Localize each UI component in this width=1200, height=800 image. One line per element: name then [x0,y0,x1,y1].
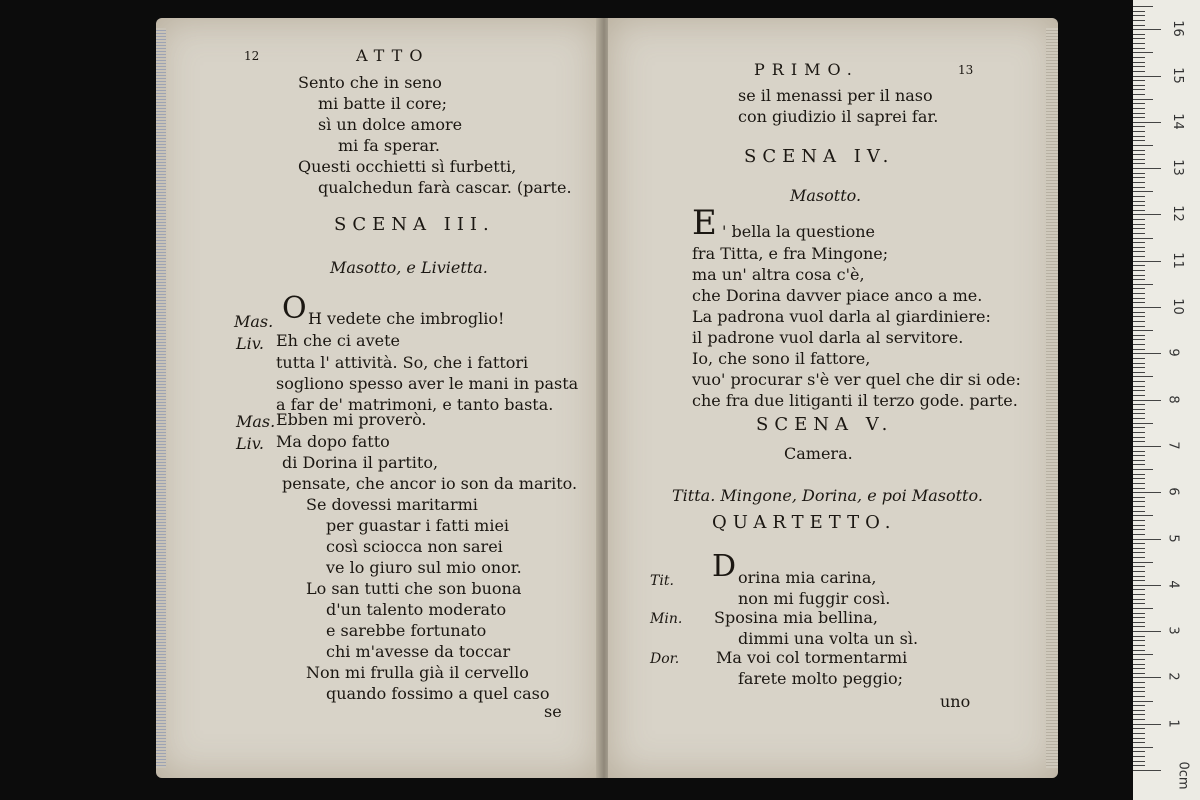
ruler-tick [1133,57,1145,58]
ruler-tick [1133,247,1145,248]
ruler-tick [1133,654,1153,655]
ruler-tick [1133,372,1145,373]
ruler-tick [1133,474,1145,475]
ruler-tick [1133,126,1145,127]
ruler-tick [1133,599,1145,600]
aria-line: Se dovessi maritarmi [306,495,478,514]
ruler-label: 10 [1169,298,1185,315]
ruler-tick [1133,571,1145,572]
dialogue-line: Ma voi col tormentarmi [716,648,908,667]
ruler-tick [1133,20,1145,21]
scene-title: SCENA III. [334,214,495,235]
ruler-tick [1133,455,1145,456]
ruler-tick [1133,38,1145,39]
ruler-tick [1133,446,1161,447]
ruler-tick [1133,460,1145,461]
dialogue-line: Eh che ci avete [276,331,400,350]
ruler-tick [1133,386,1145,387]
scene-characters: Titta. Mingone, Dorina, e poi Masotto. [672,486,983,505]
dialogue-line: orina mia carina, [738,568,877,587]
ruler-label: 3 [1165,626,1181,635]
ruler-tick [1133,163,1145,164]
ruler-tick [1133,506,1145,507]
ruler-tick [1133,219,1145,220]
ruler-tick [1133,122,1161,123]
ruler-tick [1133,71,1145,72]
speaker-label: Min. [650,611,683,627]
ruler-tick [1133,483,1145,484]
ruler-tick [1133,478,1145,479]
ruler-tick [1133,363,1145,364]
ruler-tick [1133,539,1161,540]
ruler-tick [1133,201,1145,202]
ruler-label: 9 [1165,348,1181,357]
right-page-edge [1046,28,1058,768]
ruler-tick [1133,214,1161,215]
dialogue-line: ' bella la questione [722,222,875,241]
quartetto-title: QUARTETTO. [712,512,897,533]
ruler-tick [1133,367,1145,368]
ruler-tick [1133,770,1161,771]
ruler-tick [1133,154,1145,155]
dialogue-line: di Dorina il partito, [282,453,439,472]
ruler-tick [1133,307,1161,308]
speaker-label: Liv. [236,434,264,453]
ruler-label: 14 [1169,113,1185,130]
ruler-tick [1133,451,1145,452]
scene-characters: Masotto, e Livietta. [330,258,488,277]
ruler-tick [1133,529,1145,530]
ruler-tick [1133,520,1145,521]
ruler-tick [1133,270,1145,271]
ruler-tick [1133,626,1145,627]
ruler-label: 12 [1169,205,1185,223]
ruler-tick [1133,335,1145,336]
ruler-tick [1133,150,1145,151]
dialogue-line: sogliono spesso aver le mani in pasta [276,374,579,393]
ruler-tick [1133,94,1145,95]
ruler-tick [1133,15,1145,16]
ruler-tick [1133,562,1153,563]
speaker-label: Tit. [650,573,674,589]
ruler-tick [1133,108,1145,109]
ruler-tick [1133,321,1145,322]
ruler-tick [1133,413,1145,414]
dialogue-line: ma un' altra cosa c'è, [692,265,865,284]
scene-title: SCENA V. [756,414,894,435]
ruler-unit-label: 0cm [1175,761,1191,790]
dialogue-line: Ebben mi proverò. [276,410,427,429]
running-head-right: PRIMO. [754,60,859,79]
ruler-tick [1133,103,1145,104]
ruler-tick [1133,205,1145,206]
ruler-tick [1133,85,1145,86]
ruler-tick [1133,515,1153,516]
ruler-label: 16 [1169,20,1185,37]
ruler-tick [1133,668,1145,669]
speaker-label: Mas. [236,412,276,431]
dialogue-line: tutta l' attività. So, che i fattori [276,353,529,372]
ruler-tick [1133,43,1145,44]
running-head-left: ATTO [356,46,430,65]
ruler-label: 2 [1165,672,1181,682]
ruler-tick [1133,191,1153,192]
dialogue-line: che fra due litiganti il terzo gode. parte. [692,391,1018,410]
ruler-tick [1133,659,1145,660]
ruler-tick [1133,284,1153,285]
aria-line: e sarebbe fortunato [326,621,487,640]
ruler-tick [1133,691,1145,692]
ruler-tick [1133,80,1145,81]
ruler-tick [1133,751,1145,752]
ruler-tick [1133,210,1145,211]
ruler-tick [1133,557,1145,558]
ruler-tick [1133,140,1145,141]
ruler-tick [1133,589,1145,590]
ruler-tick [1133,501,1145,502]
aria-line: d'un talento moderato [326,600,507,619]
aria-line: Lo san tutti che son buona [306,579,522,598]
dialogue-line: a far de' matrimoni, e tanto basta. [276,395,554,414]
dialogue-line: Sposina mia bellina, [714,608,878,627]
ruler-tick [1133,173,1145,174]
ruler-tick [1133,349,1145,350]
ruler-tick [1133,256,1145,257]
ruler-tick [1133,312,1145,313]
ruler-tick [1133,728,1145,729]
ruler-tick [1133,576,1145,577]
drop-capital: E [692,203,717,243]
ruler-tick [1133,622,1145,623]
ruler-tick [1133,631,1161,632]
ruler-tick [1133,89,1145,90]
ruler-tick [1133,404,1145,405]
ruler-tick [1133,251,1145,252]
catchword: se [544,702,562,721]
speaker-label: Liv. [236,334,264,353]
open-book [148,18,1070,778]
dialogue-line: La padrona vuol darla al giardiniere: [692,307,991,326]
ruler-tick [1133,358,1145,359]
ruler-tick [1133,437,1145,438]
ruler-label: 5 [1165,533,1181,543]
ruler-tick [1133,701,1153,702]
dialogue-line: pensate, che ancor io son da marito. [282,474,578,493]
dialogue-line: Ma dopo fatto [276,432,390,451]
ruler-tick [1133,534,1145,535]
page-number-left: 12 [244,49,260,63]
ruler-tick [1133,409,1145,410]
ruler-label: 7 [1165,441,1181,450]
ruler-tick [1133,228,1145,229]
aria-line: quando fossimo a quel caso [326,684,550,703]
ruler-tick [1133,617,1145,618]
ruler-tick [1133,664,1145,665]
dialogue-line: dimmi una volta un sì. [738,629,919,648]
text-line: se il menassi per il naso [738,86,933,105]
ruler-tick [1133,288,1145,289]
scene-place: Camera. [784,444,853,463]
ruler-tick [1133,492,1161,493]
ruler-tick [1133,159,1145,160]
scene-title: SCENA IV. [744,146,895,167]
ruler-tick [1133,339,1145,340]
dialogue-line: vuo' procurar s'è ver quel che dir si ode: [692,370,1021,389]
ruler-tick [1133,326,1145,327]
ruler-tick [1133,594,1145,595]
aria-line: qualchedun farà cascar. (parte. [318,178,572,197]
ruler-tick [1133,302,1145,303]
dialogue-line: non mi fuggir così. [738,589,891,608]
ruler-tick [1133,182,1145,183]
ruler-tick [1133,99,1153,100]
ruler-tick [1133,650,1145,651]
ruler-tick [1133,756,1145,757]
ruler-tick [1133,469,1153,470]
ruler-label: 8 [1165,394,1181,404]
ruler-tick [1133,187,1145,188]
ruler-tick [1133,497,1145,498]
text-line: con giudizio il saprei far. [738,107,939,126]
ruler-tick [1133,580,1145,581]
left-page [156,18,600,778]
ruler-tick [1133,52,1153,53]
ruler-tick [1133,765,1145,766]
ruler-tick [1133,381,1145,382]
ruler-tick [1133,714,1145,715]
ruler-tick [1133,585,1161,586]
ruler-tick [1133,330,1153,331]
aria-line: così sciocca non sarei [326,537,503,556]
ruler-tick [1133,6,1153,7]
ruler-tick [1133,298,1145,299]
ruler-tick [1133,400,1161,401]
ruler-tick [1133,113,1145,114]
right-page [608,18,1058,778]
ruler-tick [1133,76,1161,77]
aria-line: mi batte il core; [318,94,447,113]
ruler-tick [1133,488,1145,489]
ruler-tick [1133,511,1145,512]
dialogue-line: il padrone vuol darla al servitore. [692,328,964,347]
ruler-tick [1133,636,1145,637]
ruler-tick [1133,673,1145,674]
ruler-tick [1133,136,1145,137]
ruler-tick [1133,395,1145,396]
ruler-tick [1133,566,1145,567]
dialogue-line: farete molto peggio; [738,669,903,688]
speaker-label: Mas. [234,312,274,331]
ruler-tick [1133,242,1145,243]
catchword: uno [940,692,971,711]
ruler-tick [1133,418,1145,419]
speaker-label: Dor. [650,651,680,667]
drop-capital: D [712,549,737,584]
ruler-tick [1133,390,1145,391]
ruler-tick [1133,177,1145,178]
ruler-label: 13 [1169,159,1185,176]
ruler-tick [1133,25,1145,26]
aria-line: per guastar i fatti miei [326,516,510,535]
ruler-tick [1133,131,1145,132]
ruler-tick [1133,344,1145,345]
ruler-tick [1133,261,1161,262]
ruler-tick [1133,265,1145,266]
aria-line: Questi occhietti sì furbetti, [298,157,517,176]
ruler-tick [1133,279,1145,280]
ruler-tick [1133,34,1145,35]
ruler-tick [1133,376,1153,377]
left-page-edge [156,28,166,768]
drop-capital: O [282,291,307,326]
ruler-label: 6 [1165,487,1181,496]
ruler-tick [1133,640,1145,641]
ruler-tick [1133,613,1145,614]
ruler-tick [1133,464,1145,465]
ruler-tick [1133,196,1145,197]
ruler-tick [1133,353,1161,354]
ruler-tick [1133,608,1153,609]
ruler-tick [1133,705,1145,706]
ruler-tick [1133,724,1161,725]
ruler-tick [1133,11,1145,12]
ruler-label: 1 [1165,719,1181,728]
ruler-tick [1133,525,1145,526]
ruler-tick [1133,719,1145,720]
aria-line: sì un dolce amore [318,115,463,134]
ruler-tick [1133,543,1145,544]
aria-line: mi fa sperar. [338,136,441,155]
measuring-ruler [1133,0,1200,800]
ruler-tick [1133,66,1145,67]
ruler-tick [1133,168,1161,169]
ruler-tick [1133,432,1145,433]
ruler-label: 15 [1169,66,1185,84]
ruler-tick [1133,687,1145,688]
ruler-tick [1133,603,1145,604]
ruler-label: 11 [1169,251,1185,269]
aria-line: ve lo giuro sul mio onor. [326,558,522,577]
ruler-tick [1133,548,1145,549]
ruler-tick [1133,761,1145,762]
ruler-tick [1133,316,1145,317]
scene-characters: Masotto. [790,186,862,205]
aria-line: chi m'avesse da toccar [326,642,511,661]
ruler-tick [1133,696,1145,697]
ruler-tick [1133,224,1145,225]
ruler-tick [1133,441,1145,442]
ruler-tick [1133,747,1153,748]
ruler-tick [1133,62,1145,63]
ruler-tick [1133,552,1145,553]
ruler-tick [1133,677,1161,678]
dialogue-line: Io, che sono il fattore, [692,349,871,368]
ruler-tick [1133,48,1145,49]
ruler-tick [1133,738,1145,739]
ruler-tick [1133,233,1145,234]
ruler-tick [1133,238,1153,239]
page-number-right: 13 [958,63,974,77]
ruler-tick [1133,293,1145,294]
ruler-tick [1133,645,1145,646]
dialogue-line: H vedete che imbroglio! [308,309,505,328]
ruler-tick [1133,733,1145,734]
ruler-tick [1133,29,1161,30]
ruler-tick [1133,710,1145,711]
aria-line: Non mi frulla già il cervello [306,663,529,682]
ruler-tick [1133,682,1145,683]
ruler-tick [1133,427,1145,428]
ruler-tick [1133,145,1153,146]
ruler-tick [1133,117,1145,118]
dialogue-line: che Dorina davver piace anco a me. [692,286,983,305]
ruler-label: 4 [1165,580,1181,589]
ruler-tick [1133,423,1153,424]
dialogue-line: fra Titta, e fra Mingone; [692,244,889,263]
aria-line: Sento che in seno [298,73,442,92]
ruler-tick [1133,275,1145,276]
ruler-tick [1133,742,1145,743]
